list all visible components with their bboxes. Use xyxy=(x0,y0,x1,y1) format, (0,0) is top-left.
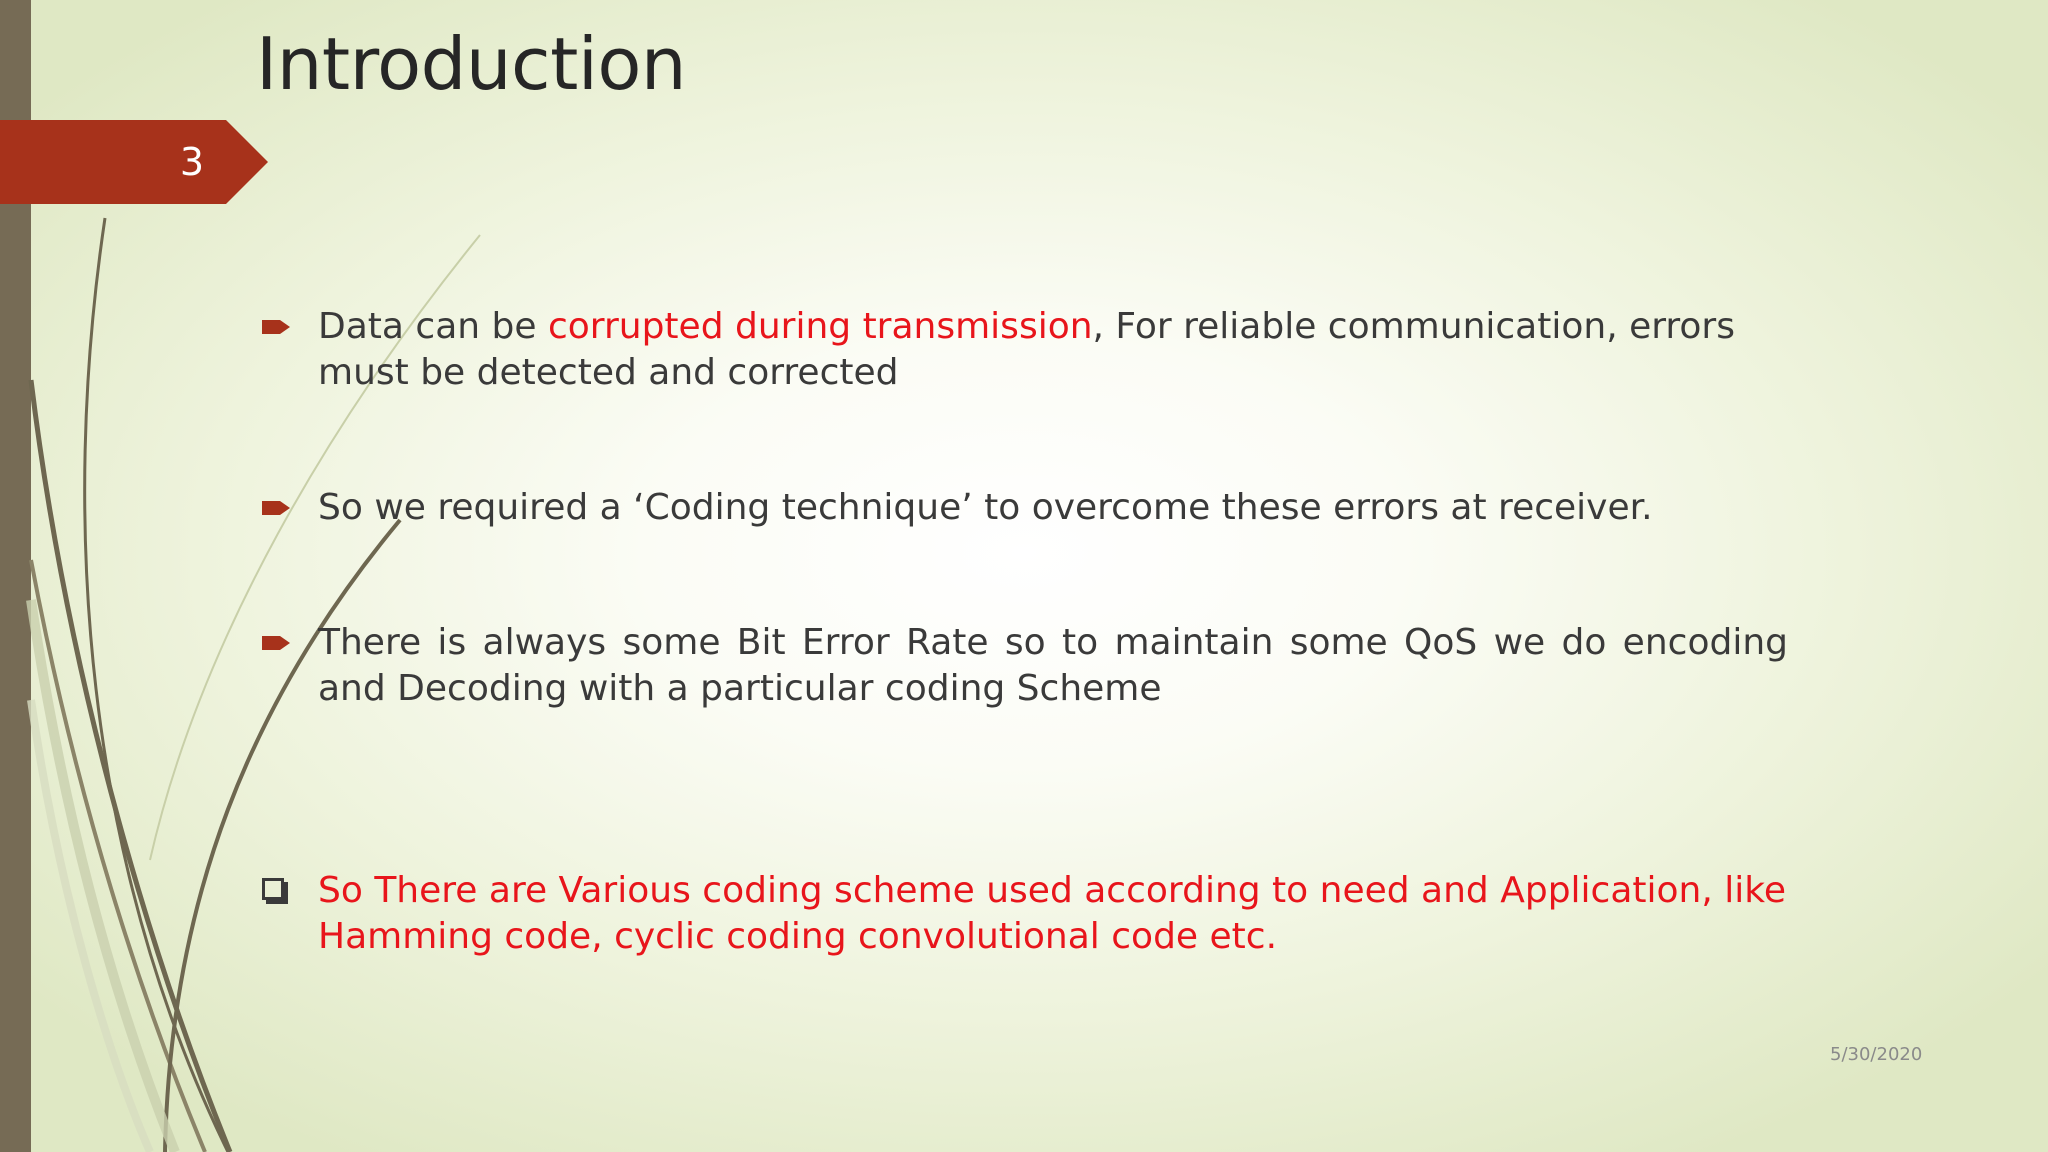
bullet-text: So we required a ‘Coding technique’ to overcome these errors at receiver. xyxy=(318,487,1653,528)
arrow-bullet-icon xyxy=(262,632,292,654)
checkbox-bullet-icon xyxy=(262,878,284,900)
bullet-text: So There are Various coding scheme used according to need and Application, like Hamming code, cyclic coding convolutional code etc. xyxy=(318,870,1786,957)
highlighted-text: corrupted during transmission xyxy=(547,306,1093,347)
slide-number-tab xyxy=(0,120,268,204)
bullet-text: Data can be corrupted during transmission, For reliable communication, errors must be detected and corrected xyxy=(318,306,1735,393)
slide-title: Introduction xyxy=(256,22,687,106)
slide-number: 3 xyxy=(179,140,205,184)
bullet-item-2 xyxy=(258,485,1788,531)
slide-date: 5/30/2020 xyxy=(1830,1044,1923,1065)
bullet-item-3 xyxy=(258,620,1788,712)
bullet-item-1 xyxy=(258,304,1788,396)
arrow-bullet-icon xyxy=(262,497,292,519)
bullet-text: There is always some Bit Error Rate so to maintain some QoS we do encoding and Decoding with a particular coding Scheme xyxy=(318,622,1788,709)
arrow-bullet-icon xyxy=(262,316,292,338)
bullet-item-4 xyxy=(258,868,1788,960)
